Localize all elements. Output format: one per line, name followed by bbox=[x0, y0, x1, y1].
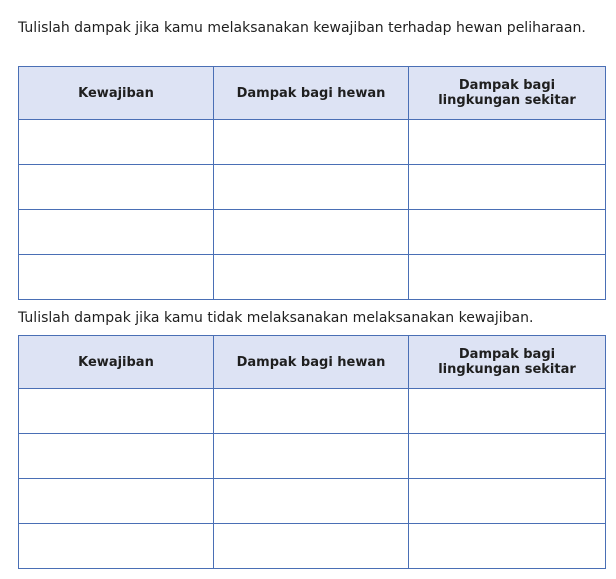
answer-cell[interactable] bbox=[214, 434, 409, 479]
answer-cell[interactable] bbox=[19, 524, 214, 569]
table-row bbox=[19, 524, 606, 569]
answer-cell[interactable] bbox=[409, 524, 606, 569]
answer-cell[interactable] bbox=[214, 479, 409, 524]
answer-cell[interactable] bbox=[19, 479, 214, 524]
answer-cell[interactable] bbox=[19, 389, 214, 434]
table-row bbox=[19, 479, 606, 524]
table-header-row bbox=[19, 336, 606, 389]
answer-cell[interactable] bbox=[19, 210, 214, 255]
column-header-kewajiban: Kewajiban bbox=[19, 336, 214, 389]
answer-cell[interactable] bbox=[409, 210, 606, 255]
column-header-dampak-lingkungan: Dampak bagi lingkungan sekitar bbox=[409, 336, 606, 389]
answer-cell[interactable] bbox=[214, 524, 409, 569]
answer-cell[interactable] bbox=[214, 255, 409, 300]
instruction-text-2: Tulislah dampak jika kamu tidak melaksanakan melaksanakan kewajiban. bbox=[18, 310, 534, 326]
duty-impact-table-2 bbox=[18, 335, 606, 569]
table-row bbox=[19, 210, 606, 255]
instruction-text-1: Tulislah dampak jika kamu melaksanakan kewajiban terhadap hewan peliharaan. bbox=[18, 20, 586, 36]
answer-cell[interactable] bbox=[19, 120, 214, 165]
answer-cell[interactable] bbox=[409, 255, 606, 300]
table-row bbox=[19, 120, 606, 165]
answer-cell[interactable] bbox=[409, 389, 606, 434]
answer-cell[interactable] bbox=[409, 434, 606, 479]
table-row bbox=[19, 255, 606, 300]
answer-cell[interactable] bbox=[19, 165, 214, 210]
column-header-kewajiban: Kewajiban bbox=[19, 67, 214, 120]
column-header-dampak-hewan: Dampak bagi hewan bbox=[214, 67, 409, 120]
answer-cell[interactable] bbox=[214, 210, 409, 255]
answer-cell[interactable] bbox=[19, 255, 214, 300]
table-row bbox=[19, 165, 606, 210]
column-header-dampak-hewan: Dampak bagi hewan bbox=[214, 336, 409, 389]
answer-cell[interactable] bbox=[214, 389, 409, 434]
table-header-row bbox=[19, 67, 606, 120]
answer-cell[interactable] bbox=[409, 165, 606, 210]
column-header-dampak-lingkungan: Dampak bagi lingkungan sekitar bbox=[409, 67, 606, 120]
answer-cell[interactable] bbox=[409, 120, 606, 165]
answer-cell[interactable] bbox=[214, 120, 409, 165]
answer-cell[interactable] bbox=[214, 165, 409, 210]
table-row bbox=[19, 434, 606, 479]
answer-cell[interactable] bbox=[409, 479, 606, 524]
table-row bbox=[19, 389, 606, 434]
duty-impact-table-1 bbox=[18, 66, 606, 300]
answer-cell[interactable] bbox=[19, 434, 214, 479]
